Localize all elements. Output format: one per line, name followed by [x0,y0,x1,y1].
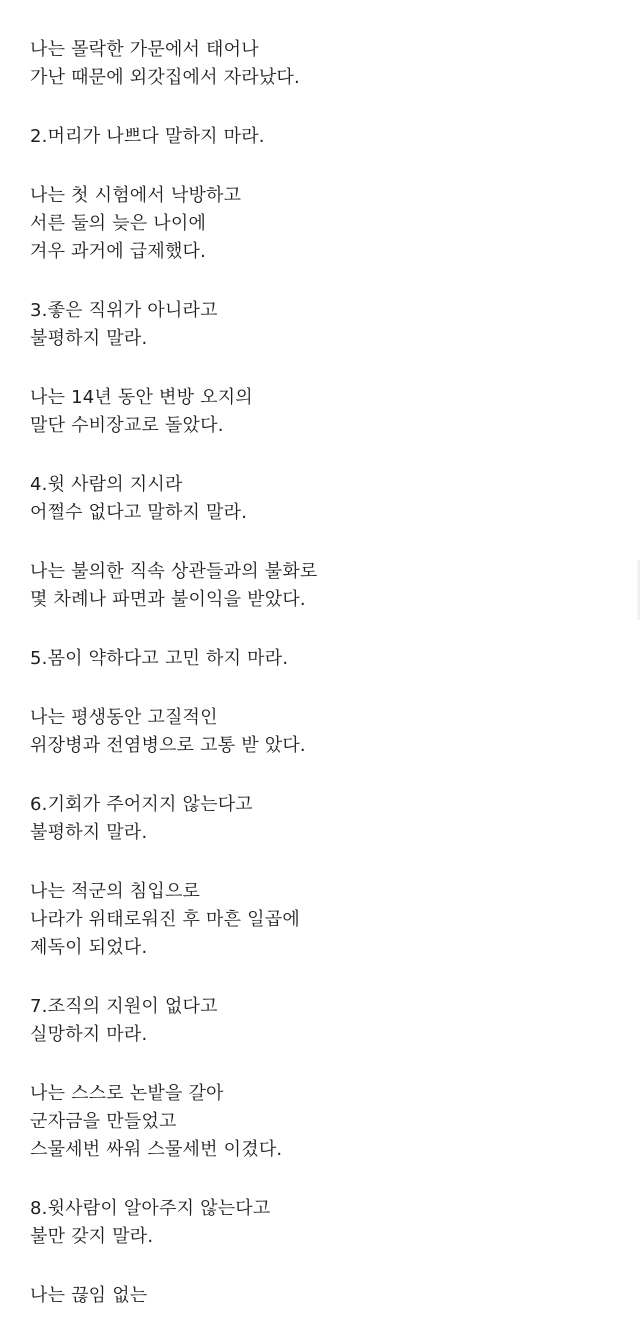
paragraph-1 [30,36,620,92]
text-line: 나라가 위태로워진 후 마흔 일곱에 [30,909,300,930]
heading-3 [30,297,620,353]
text-line: 나는 불의한 직속 상관들과의 불화로 [30,561,318,582]
text-line: 나는 끊임 없는 [30,1285,148,1306]
text-line: 위장병과 전염병으로 고통 받 았다. [30,735,306,756]
text-line: 3.좋은 직위가 아니라고 [30,300,218,321]
text-line: 나는 14년 동안 변방 오지의 [30,387,253,408]
text-line: 6.기회가 주어지지 않는다고 [30,794,253,815]
text-line: 나는 적군의 침입으로 [30,881,201,902]
text-line: 가난 때문에 외갓집에서 자라났다. [30,67,300,88]
paragraph-3 [30,384,620,440]
text-line: 4.윗 사람의 지시라 [30,474,183,495]
text-line: 불평하지 말라. [30,328,148,349]
text-line: 나는 몰락한 가문에서 태어나 [30,39,259,60]
text-line: 스물세번 싸워 스물세번 이겼다. [30,1139,283,1160]
text-line: 7.조직의 지원이 없다고 [30,996,218,1017]
text-line: 어쩔수 없다고 말하지 말라. [30,502,248,523]
paragraph-6 [30,878,620,962]
text-line: 2.머리가 나쁘다 말하지 마라. [30,126,265,147]
text-line: 제독이 되었다. [30,937,148,958]
heading-2 [30,123,620,151]
text-line: 군자금을 만들었고 [30,1111,177,1132]
text-line: 불평하지 말라. [30,822,148,843]
text-line: 5.몸이 약하다고 고민 하지 마라. [30,648,289,669]
heading-6 [30,791,620,847]
text-line: 서른 둘의 늦은 나이에 [30,213,207,234]
paragraph-4 [30,558,620,614]
text-line: 나는 평생동안 고질적인 [30,707,218,728]
paragraph-7 [30,1080,620,1164]
text-line: 말단 수비장교로 돌았다. [30,415,224,436]
text-line: 몇 차례나 파면과 불이익을 받았다. [30,589,306,610]
text-line: 8.윗사람이 알아주지 않는다고 [30,1198,271,1219]
text-column [30,36,620,1341]
scroll-edge-shadow [636,560,640,620]
heading-5 [30,645,620,673]
heading-8 [30,1195,620,1251]
paragraph-2 [30,182,620,266]
heading-7 [30,993,620,1049]
text-line: 나는 스스로 논밭을 갈아 [30,1083,224,1104]
heading-4 [30,471,620,527]
text-line: 불만 갖지 말라. [30,1226,154,1247]
text-line: 실망하지 마라. [30,1024,148,1045]
paragraph-8 [30,1282,620,1310]
paragraph-5 [30,704,620,760]
text-line: 나는 첫 시험에서 낙방하고 [30,185,242,206]
text-line: 겨우 과거에 급제했다. [30,241,207,262]
